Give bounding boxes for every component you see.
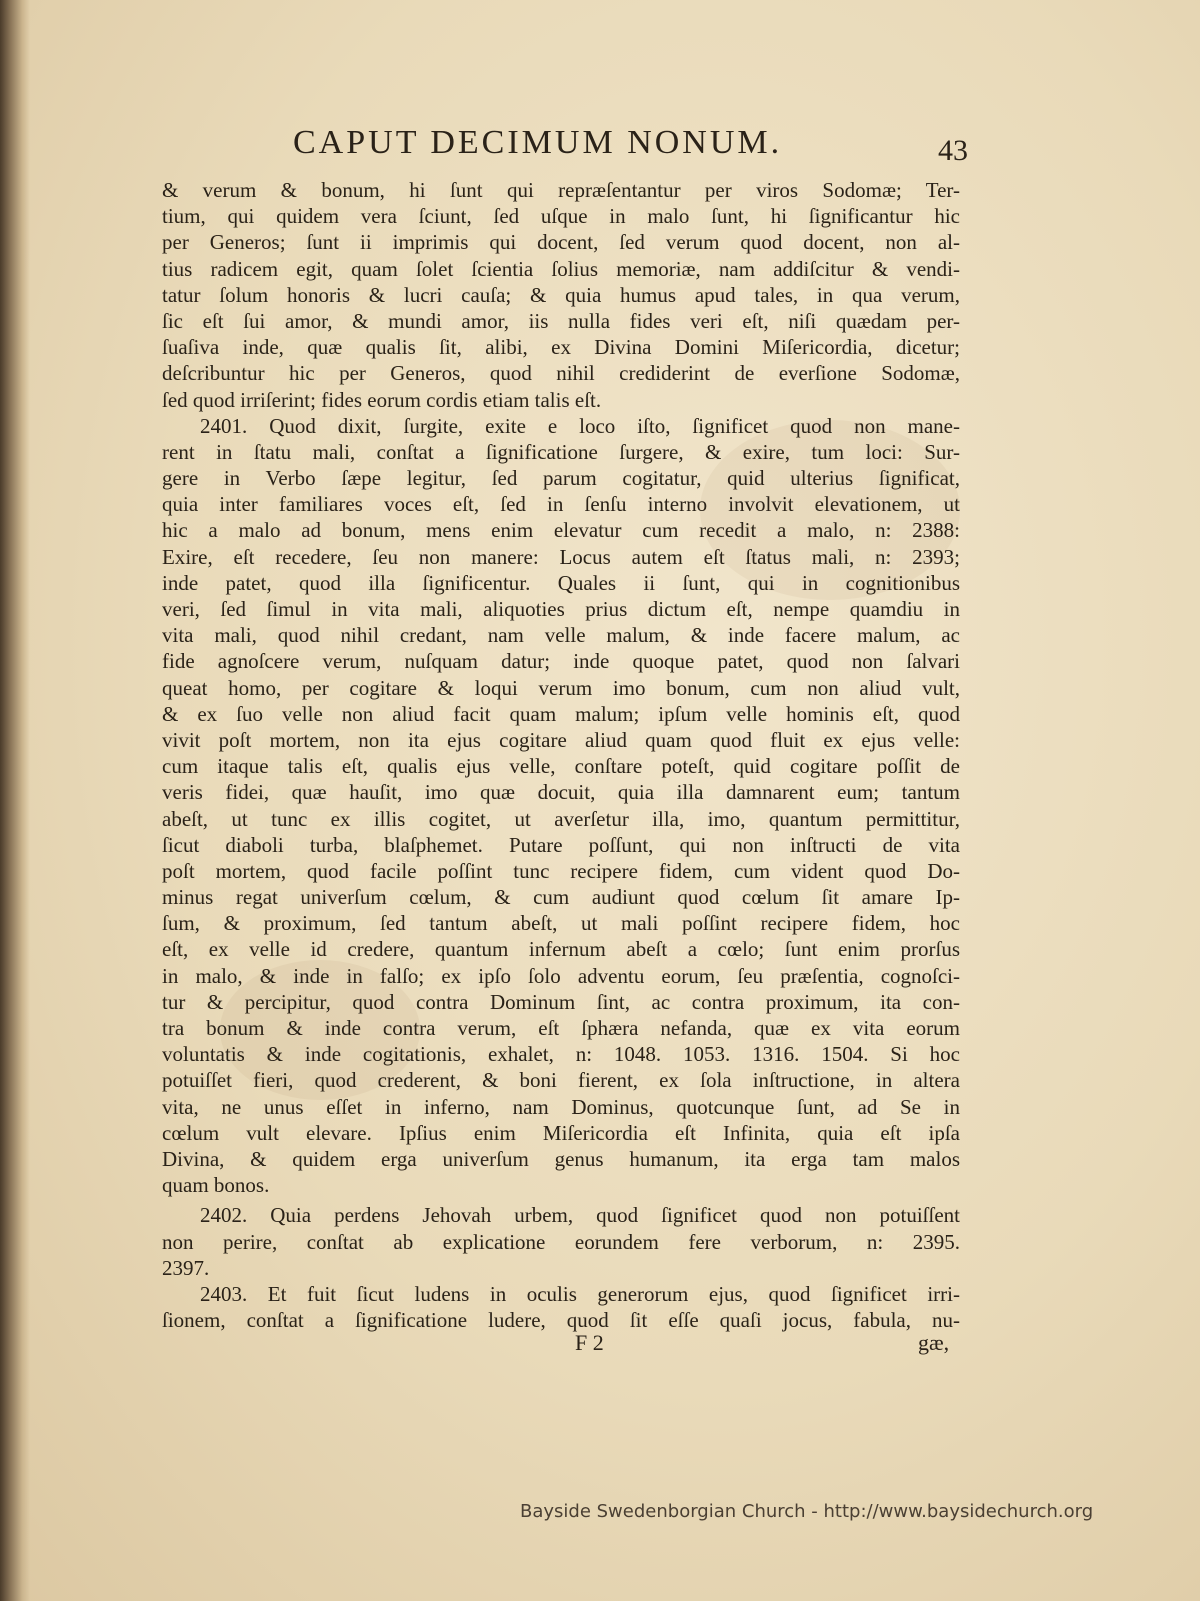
text-line: rent in ſtatu mali, conſtat a ſignificatione ſurgere, & exire, tum loci: Sur- [162,439,960,464]
text-line: quia inter familiares voces eſt, ſed in ſenſu interno involvit elevationem, ut [162,492,960,517]
text-line: ſicut diaboli turba, blaſphemet. Putare poſſunt, qui non inſtructi de vita [162,832,960,857]
paragraph-2403-start: 2403. Et fuit ſicut ludens in oculis generorum ejus, quod ſignificet irri- [200,1281,960,1306]
website-watermark: Bayside Swedenborgian Church - http://www.baysidechurch.org [520,1501,1094,1522]
text-line: tatur ſolum honoris & lucri cauſa; & quia humus apud tales, in qua verum, [162,282,960,307]
text-line: vita, ne unus eſſet in inferno, nam Dominus, quotcunque ſunt, ad Se in [162,1094,960,1119]
page-number: 43 [938,134,968,167]
paragraph-2402-start: 2402. Quia perdens Jehovah urbem, quod ſignificet quod non potuiſſent [200,1203,960,1228]
text-line: tius radicem egit, quam ſolet ſcientia ſolius memoriæ, nam addiſcitur & vendi- [162,256,960,281]
text-line: non perire, conſtat ab explicatione eorundem fere verborum, n: 2395. [162,1229,960,1254]
text-line: veris fidei, quæ hauſit, imo quæ docuit, quia illa damnarent eum; tantum [162,780,960,805]
text-line: & ex ſuo velle non aliud facit quam malum; ipſum velle hominis eſt, quod [162,701,960,726]
text-line: quam bonos. [162,1173,270,1198]
text-line: gere in Verbo ſæpe legitur, ſed parum cogitatur, quid ulterius ſignificat, [162,466,960,491]
paragraph-2401-start: 2401. Quod dixit, ſurgite, exite e loco iſto, ſignificet quod non mane- [200,413,960,438]
text-line: per Generos; ſunt ii imprimis qui docent, ſed verum quod docent, non al- [162,230,960,255]
text-line: veri, ſed ſimul in vita mali, aliquoties prius dictum eſt, nempe quamdiu in [162,597,960,621]
text-line: Divina, & quidem erga univerſum genus humanum, ita erga tam malos [162,1146,960,1171]
text-line: hic a malo ad bonum, mens enim elevatur cum recedit a malo, n: 2388: [162,518,960,543]
text-line: inde patet, quod illa ſignificentur. Quales ii ſunt, qui in cognitionibus [162,570,960,595]
body-text [162,177,960,1333]
text-line: 2397. [162,1255,210,1280]
text-line: Exire, eſt recedere, ſeu non manere: Locus autem eſt ſtatus mali, n: 2393; [162,544,960,569]
text-line: ſuaſiva inde, quæ qualis ſit, alibi, ex Divina Domini Miſericordia, dicetur; [162,335,960,360]
text-line: cœlum vult elevare. Ipſius enim Miſericordia eſt Infinita, quia eſt ipſa [162,1120,960,1145]
text-line: vita mali, quod nihil credant, nam velle malum, & inde facere malum, ac [162,623,960,648]
book-spine-shadow [0,0,30,1601]
text-line: poſt mortem, quod facile poſſint tunc recipere fidem, cum vident quod Do- [162,858,960,883]
text-line: eſt, ex velle id credere, quantum infernum abeſt a cœlo; ſunt enim prorſus [162,937,960,962]
text-line: deſcribuntur hic per Generos, quod nihil crediderint de everſione Sodomæ, [162,361,960,386]
text-line: ſionem, conſtat a ſignificatione ludere, quod ſit eſſe quaſi jocus, fabula, nu- [162,1308,960,1333]
signature-mark: F 2 [575,1330,604,1355]
catchword: gæ, [918,1330,950,1355]
text-line: potuiſſet fieri, quod crederent, & boni fierent, ex ſola inſtructione, in altera [162,1068,960,1093]
text-line: cum itaque talis eſt, qualis ejus velle, conſtare poteſt, quid cogitare poſſit de [162,754,960,779]
text-line: tra bonum & inde contra verum, eſt ſphæra nefanda, quæ ex vita eorum [162,1016,960,1040]
text-line: ſum, & proximum, ſed tantum abeſt, ut mali poſſint recipere fidem, hoc [162,911,960,936]
text-line: ſed quod irriſerint; fides eorum cordis etiam talis eſt. [162,387,602,412]
text-line: abeſt, ut tunc ex illis cogitet, ut averſetur illa, imo, quantum permittitur, [162,806,960,831]
text-line: tium, qui quidem vera ſciunt, ſed uſque in malo ſunt, hi ſignificantur hic [162,204,960,229]
text-line: queat homo, per cogitare & loqui verum imo bonum, cum non aliud vult, [162,675,960,700]
text-line: ſic eſt ſui amor, & mundi amor, iis nulla fides veri eſt, niſi quædam per- [162,308,960,333]
text-line: voluntatis & inde cogitationis, exhalet, n: 1048. 1053. 1316. 1504. Si hoc [162,1042,960,1067]
text-line: in malo, & inde in falſo; ex ipſo ſolo adventu eorum, ſeu præſentia, cognoſci- [162,963,960,988]
running-header [160,124,980,174]
text-line: & verum & bonum, hi ſunt qui repræſentantur per viros Sodomæ; Ter- [162,178,960,202]
text-line: minus regat univerſum cœlum, & cum audiunt quod cœlum ſit amare Ip- [162,885,960,910]
text-line: fide agnoſcere verum, nuſquam datur; inde quoque patet, quod non ſalvari [162,649,960,674]
text-line: vivit poſt mortem, non ita ejus cogitare aliud quam quod fluit ex ejus velle: [162,727,960,752]
running-title: CAPUT DECIMUM NONUM. [293,124,783,161]
text-line: tur & percipitur, quod contra Dominum ſint, ac contra proximum, ita con- [162,989,960,1014]
